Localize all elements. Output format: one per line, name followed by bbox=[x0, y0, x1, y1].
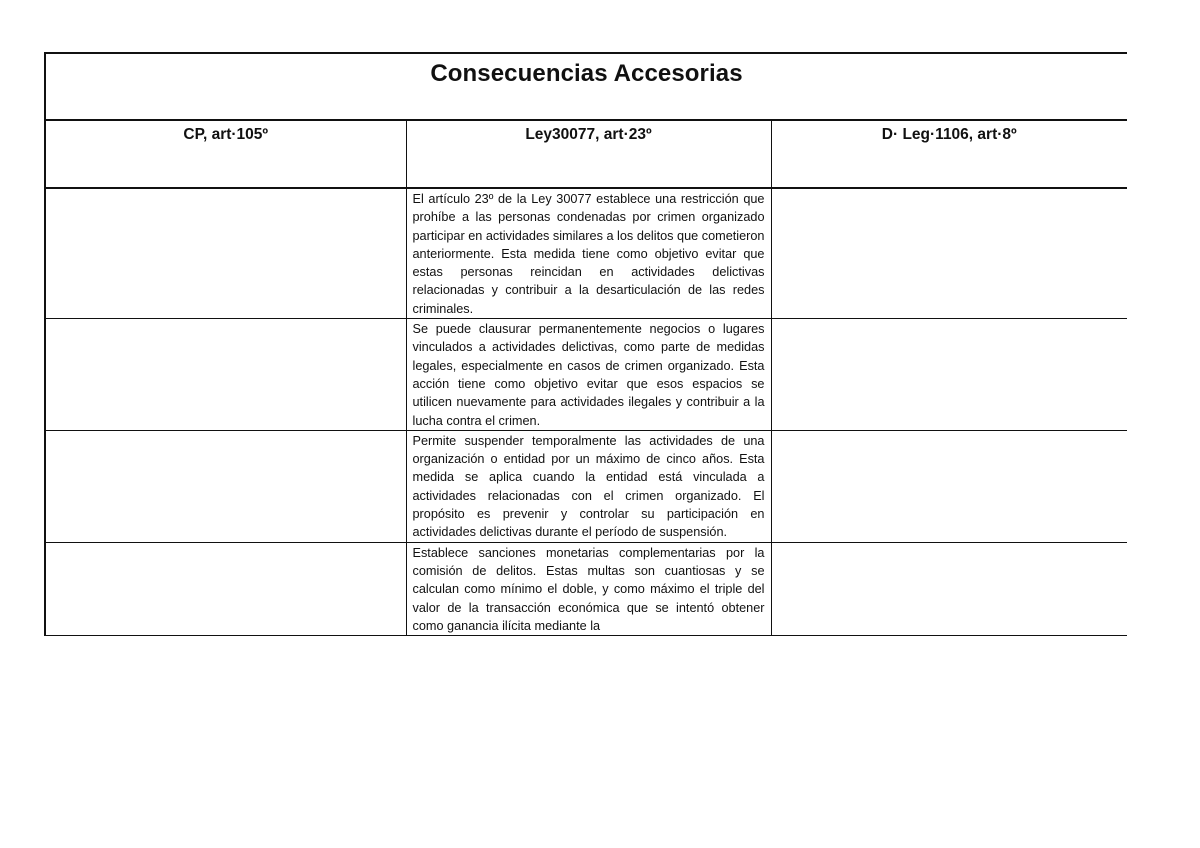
title-cell bbox=[45, 53, 1127, 120]
cell-text bbox=[772, 319, 1128, 320]
cell-text bbox=[46, 189, 406, 190]
cell-dleg1106-art8 bbox=[771, 542, 1127, 635]
cell-dleg1106-art8 bbox=[771, 430, 1127, 542]
cell-text: Establece sanciones monetarias complementarias por la comisión de delitos. Estas multas son cuantiosas y se calculan como mínimo el doble, y como máximo el triple del valor de la transacción económica que se intentó obtener como ganancia ilícita mediante la bbox=[412, 545, 765, 633]
cell-cp-art105 bbox=[45, 319, 406, 431]
column-header-label: D· Leg·1106, art·8º bbox=[881, 126, 1017, 143]
document-page bbox=[44, 52, 1127, 802]
consecuencias-table bbox=[44, 52, 1127, 636]
cell-cp-art105 bbox=[45, 188, 406, 319]
table-row bbox=[45, 430, 1127, 542]
cell-text: Se puede clausurar permanentemente negocios o lugares vinculados a actividades delictivas, como parte de medidas legales, especialmente en casos de crimen organizado. Esta acción tiene como objetivo evitar que esos espacios se utilicen nuevamente para actividades ilegales y contribuir a la lucha contra el crimen. bbox=[412, 322, 765, 428]
cell-ley30077-art23 bbox=[406, 188, 771, 319]
cell-text bbox=[46, 319, 406, 320]
header-row bbox=[45, 120, 1127, 188]
cell-ley30077-art23 bbox=[406, 319, 771, 431]
cell-dleg1106-art8 bbox=[771, 319, 1127, 431]
cell-ley30077-art23 bbox=[406, 542, 771, 635]
cell-text: Permite suspender temporalmente las actividades de una organización o entidad por un máximo de cinco años. Esta medida se aplica cuando la entidad está vinculada a actividades relacionadas con el crimen organizado. El propósito es prevenir y controlar su participación en actividades delictivas durante el período de suspensión. bbox=[412, 433, 765, 540]
column-header-label: Ley30077, art·23º bbox=[525, 126, 652, 143]
cell-cp-art105 bbox=[45, 430, 406, 542]
column-header-cp-art105 bbox=[45, 120, 406, 188]
cell-dleg1106-art8 bbox=[771, 188, 1127, 319]
cell-ley30077-art23 bbox=[406, 430, 771, 542]
table-row bbox=[45, 188, 1127, 319]
cell-text: El artículo 23º de la Ley 30077 establece una restricción que prohíbe a las personas condenadas por crimen organizado participar en actividades similares a los delitos que cometieron anteriormente. Esta medida tiene como objetivo evitar que estas personas reincidan en actividades delictivas relacionadas y contribuir a la desarticulación de las redes criminales. bbox=[412, 192, 765, 316]
cell-text bbox=[772, 189, 1128, 190]
cell-cp-art105 bbox=[45, 542, 406, 635]
table-row bbox=[45, 319, 1127, 431]
cell-text bbox=[46, 431, 406, 432]
column-header-ley30077-art23 bbox=[406, 120, 771, 188]
table-row bbox=[45, 542, 1127, 635]
column-header-label: CP, art·105º bbox=[183, 126, 269, 143]
column-header-dleg1106-art8 bbox=[771, 120, 1127, 188]
title-row bbox=[45, 53, 1127, 120]
cell-text bbox=[772, 431, 1128, 432]
cell-text bbox=[46, 543, 406, 544]
cell-text bbox=[772, 543, 1128, 544]
table-title: Consecuencias Accesorias bbox=[430, 60, 743, 87]
